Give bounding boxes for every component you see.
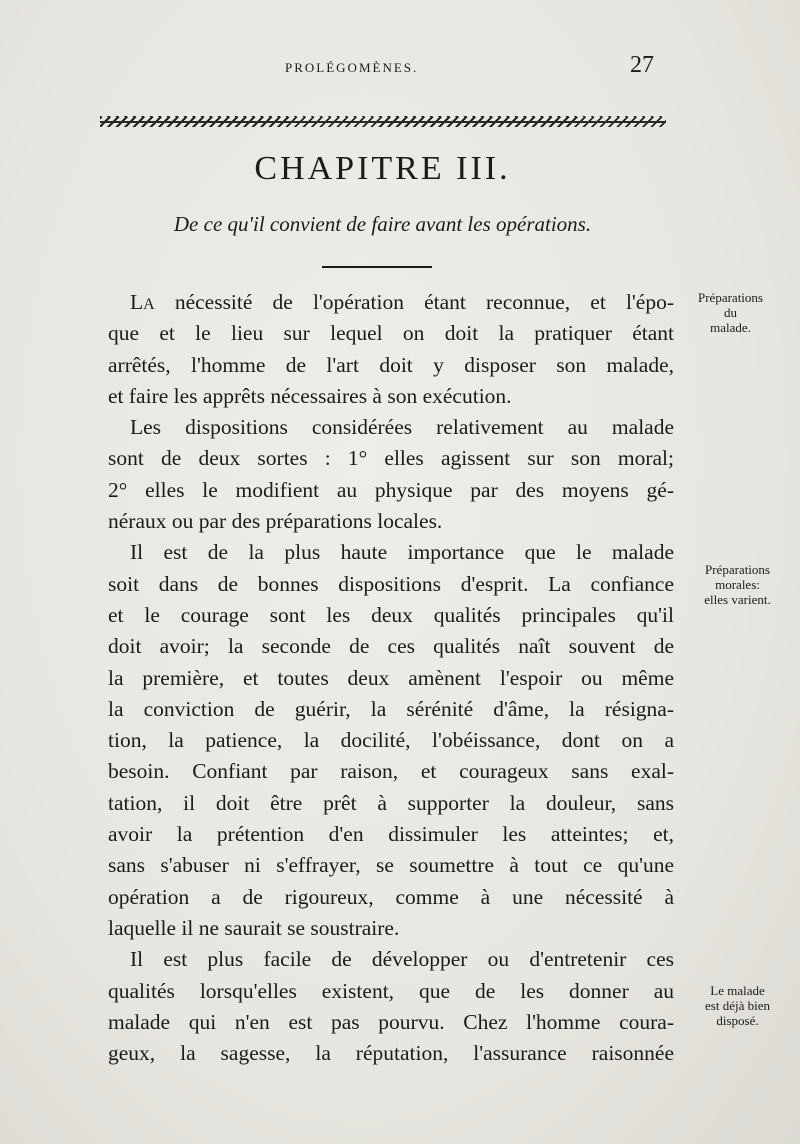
text-line: soit dans de bonnes dispositions d'esprit. La confiance xyxy=(108,571,674,596)
text-line: néraux ou par des préparations locales. xyxy=(108,509,443,534)
text-line: sans s'abuser ni s'effrayer, se soumettre à tout ce qu'une xyxy=(108,853,674,878)
text-line: tion, la patience, la docilité, l'obéissance, dont on a xyxy=(108,728,674,753)
running-head: PROLÉGOMÈNES. xyxy=(285,60,419,75)
body-text xyxy=(108,287,674,1069)
text-line: 2° elles le modifient au physique par des moyens gé- xyxy=(108,477,674,502)
margin-note-malade-dispose: Le malade est déjà bien disposé. xyxy=(705,983,770,1028)
text-line: doit avoir; la seconde de ces qualités naît souvent de xyxy=(108,634,674,659)
small-cap: A xyxy=(143,296,155,313)
text-line: tation, il doit être prêt à supporter la douleur, sans xyxy=(108,790,674,815)
text-line: geux, la sagesse, la réputation, l'assurance raisonnée xyxy=(108,1041,674,1066)
text-line: qualités lorsqu'elles existent, que de les donner au xyxy=(108,978,674,1003)
margin-note-preparations-morales: Préparations morales: elles varient. xyxy=(704,562,771,607)
text-line: sont de deux sortes : 1° elles agissent sur son moral; xyxy=(108,446,674,471)
page-number: 27 xyxy=(630,52,654,78)
text-line: laquelle il ne saurait se soustraire. xyxy=(108,915,400,940)
dropcap: L xyxy=(130,290,144,314)
text-line: arrêtés, l'homme de l'art doit y disposer son malade, xyxy=(108,352,674,377)
text-line: avoir la prétention d'en dissimuler les atteintes; et, xyxy=(108,822,674,847)
chapter-title: CHAPITRE III. xyxy=(254,150,511,187)
chapter-subtitle: De ce qu'il convient de faire avant les opérations. xyxy=(173,212,592,236)
line-text: nécessité de l'opération étant reconnue, et l'épo- xyxy=(154,290,674,314)
text-line: la première, et toutes deux amènent l'espoir ou même xyxy=(108,665,674,690)
margin-note-preparations-malade: Préparations du malade. xyxy=(698,290,763,335)
text-line: la conviction de guérir, la sérénité d'âme, la résigna- xyxy=(108,696,674,721)
ornamental-rule xyxy=(100,116,666,127)
text-line: malade qui n'en est pas pourvu. Chez l'homme coura- xyxy=(108,1009,674,1034)
text-line: que et le lieu sur lequel on doit la pratiquer étant xyxy=(108,321,674,346)
text-line: et le courage sont les deux qualités principales qu'il xyxy=(108,602,674,627)
text-line: Il est plus facile de développer ou d'entretenir ces xyxy=(130,947,674,972)
text-line: et faire les apprêts nécessaires à son exécution. xyxy=(108,383,512,408)
section-rule xyxy=(322,266,432,268)
text-line: besoin. Confiant par raison, et courageux sans exal- xyxy=(108,759,674,784)
text-line: opération a de rigoureux, comme à une nécessité à xyxy=(108,884,674,909)
text-line xyxy=(108,287,674,318)
text-line: Les dispositions considérées relativement au malade xyxy=(130,415,674,440)
text-line: Il est de la plus haute importance que le malade xyxy=(130,540,674,565)
